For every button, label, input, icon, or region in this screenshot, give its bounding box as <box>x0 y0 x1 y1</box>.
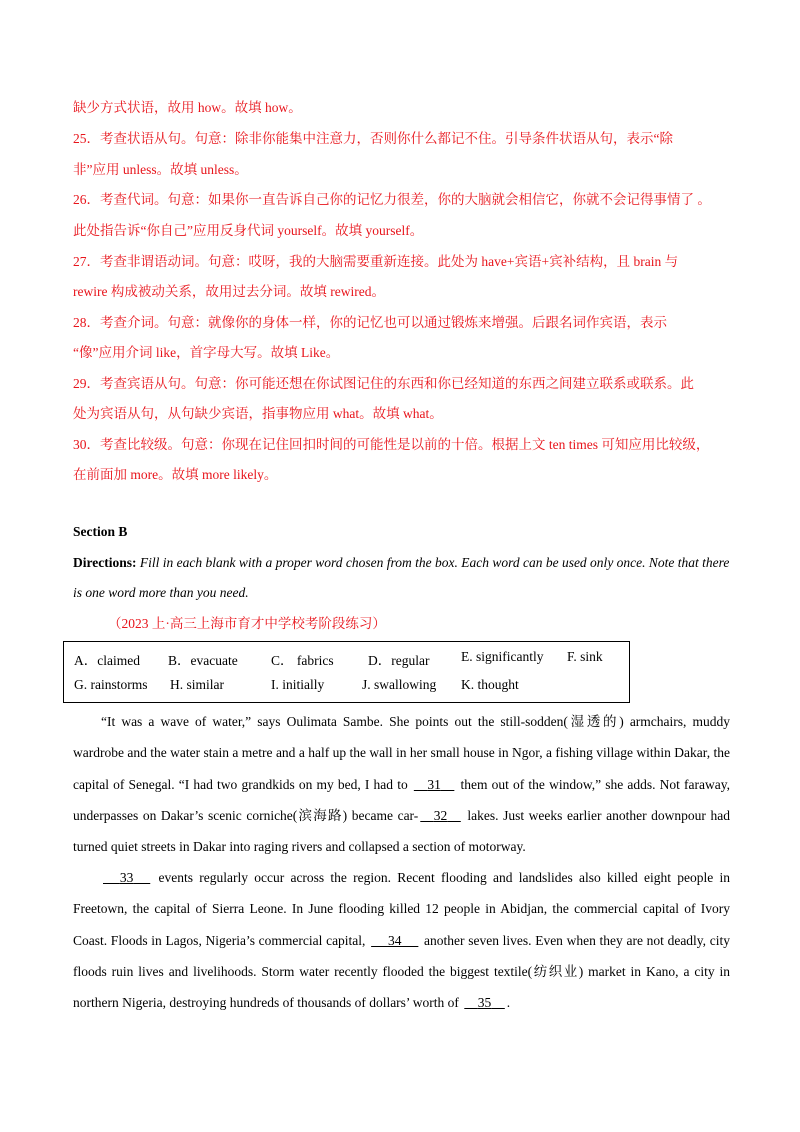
section-title: Section B <box>73 524 128 539</box>
directions <box>73 548 730 608</box>
answer-line: 此处指告诉“你自己”应用反身代词 yourself。故填 yourself。 <box>73 223 424 238</box>
answer-line: 非”应用 unless。故填 unless。 <box>73 162 248 177</box>
option-j: J. swallowing <box>362 677 437 692</box>
directions-label: Directions: <box>73 555 137 570</box>
blank-31: 31 <box>427 776 441 792</box>
word-box <box>63 641 630 703</box>
answer-line: 在前面加 more。故填 more likely。 <box>73 467 278 482</box>
option-h: H. similar <box>170 677 224 692</box>
answer-line: 26．考查代词。句意：如果你一直告诉自己你的记忆力很差，你的大脑就会相信它，你就不会记得事情了 。 <box>73 192 711 207</box>
option-a: A．claimed <box>74 653 140 668</box>
blank-35: 35 <box>477 995 492 1011</box>
answer-line: “像”应用介词 like，首字母大写。故填 Like。 <box>73 345 340 360</box>
option-e: E. significantly <box>461 649 544 664</box>
answer-line: 29．考查宾语从句。句意：你可能还想在你试图记住的东西和你已经知道的东西之间建立联系或联系。此 <box>73 376 694 391</box>
blank-34: 34 <box>387 932 402 948</box>
answer-line: rewire 构成被动关系，故用过去分词。故填 rewired。 <box>73 284 385 299</box>
passage-paragraph-2: 33 events regularly occur across the region. Recent flooding and landslides also killed eight people in Freetown, the capital of Sierra Leone. In June flooding killed 12 people in Abidjan, the commercial capital of Ivory Coast. Floods in Lagos, Nigeria’s commercial capital, 34 another seven lives. Even when they are not deadly, city floods ruin lives and livelihoods. Storm water recently flooded the biggest textile(纺织业) market in Kano, a city in northern Nigeria, destroying hundreds of thousands of dollars’ worth of 35 . <box>73 862 730 1018</box>
option-g: G. rainstorms <box>74 677 148 692</box>
blank-33: 33 <box>119 870 134 885</box>
option-c: C． fabrics <box>271 653 334 668</box>
option-d: D．regular <box>368 653 430 668</box>
answer-line: 处为宾语从句，从句缺少宾语，指事物应用 what。故填 what。 <box>73 406 443 421</box>
option-i: I. initially <box>271 677 325 692</box>
source-note: （2023 上·高三上海市育才中学校考阶段练习） <box>108 616 386 631</box>
answer-line: 30．考查比较级。句意：你现在记住回扣时间的可能性是以前的十倍。根据上文 ten times 可知应用比较级， <box>73 437 710 452</box>
blank-32: 32 <box>433 807 448 823</box>
option-f: F. sink <box>567 649 603 664</box>
answer-line: 25．考查状语从句。句意：除非你能集中注意力，否则你什么都记不住。引导条件状语从句，表示“除 <box>73 131 673 146</box>
answer-line: 缺少方式状语，故用 how。故填 how。 <box>73 100 302 115</box>
answer-line: 28．考查介词。句意：就像你的身体一样，你的记忆也可以通过锻炼来增强。后跟名词作宾语，表示 <box>73 315 667 330</box>
option-b: B．evacuate <box>168 653 238 668</box>
passage-paragraph-1: “It was a wave of water,” says Oulimata Sambe. She points out the still-sodden(湿透的) armchairs, muddy wardrobe and the water stain a metre and a half up the wall in her small house in Ngor, a fishing village within Dakar, the capital of Senegal. “I had two grandkids on my bed, I had to 31 them out of the window,” she adds. Not faraway, underpasses on Dakar’s scenic corniche(滨海路) became car- 32 lakes. Just weeks earlier another downpour had turned quiet streets in Dakar into raging rivers and collapsed a section of motorway. <box>73 714 730 855</box>
directions-text: Fill in each blank with a proper word chosen from the box. Each word can be used only once. Note that there is one word more than you need. <box>73 555 730 600</box>
option-k: K. thought <box>461 677 519 692</box>
answer-line: 27．考查非谓语动词。句意：哎呀，我的大脑需要重新连接。此处为 have+宾语+宾补结构，且 brain 与 <box>73 254 679 269</box>
